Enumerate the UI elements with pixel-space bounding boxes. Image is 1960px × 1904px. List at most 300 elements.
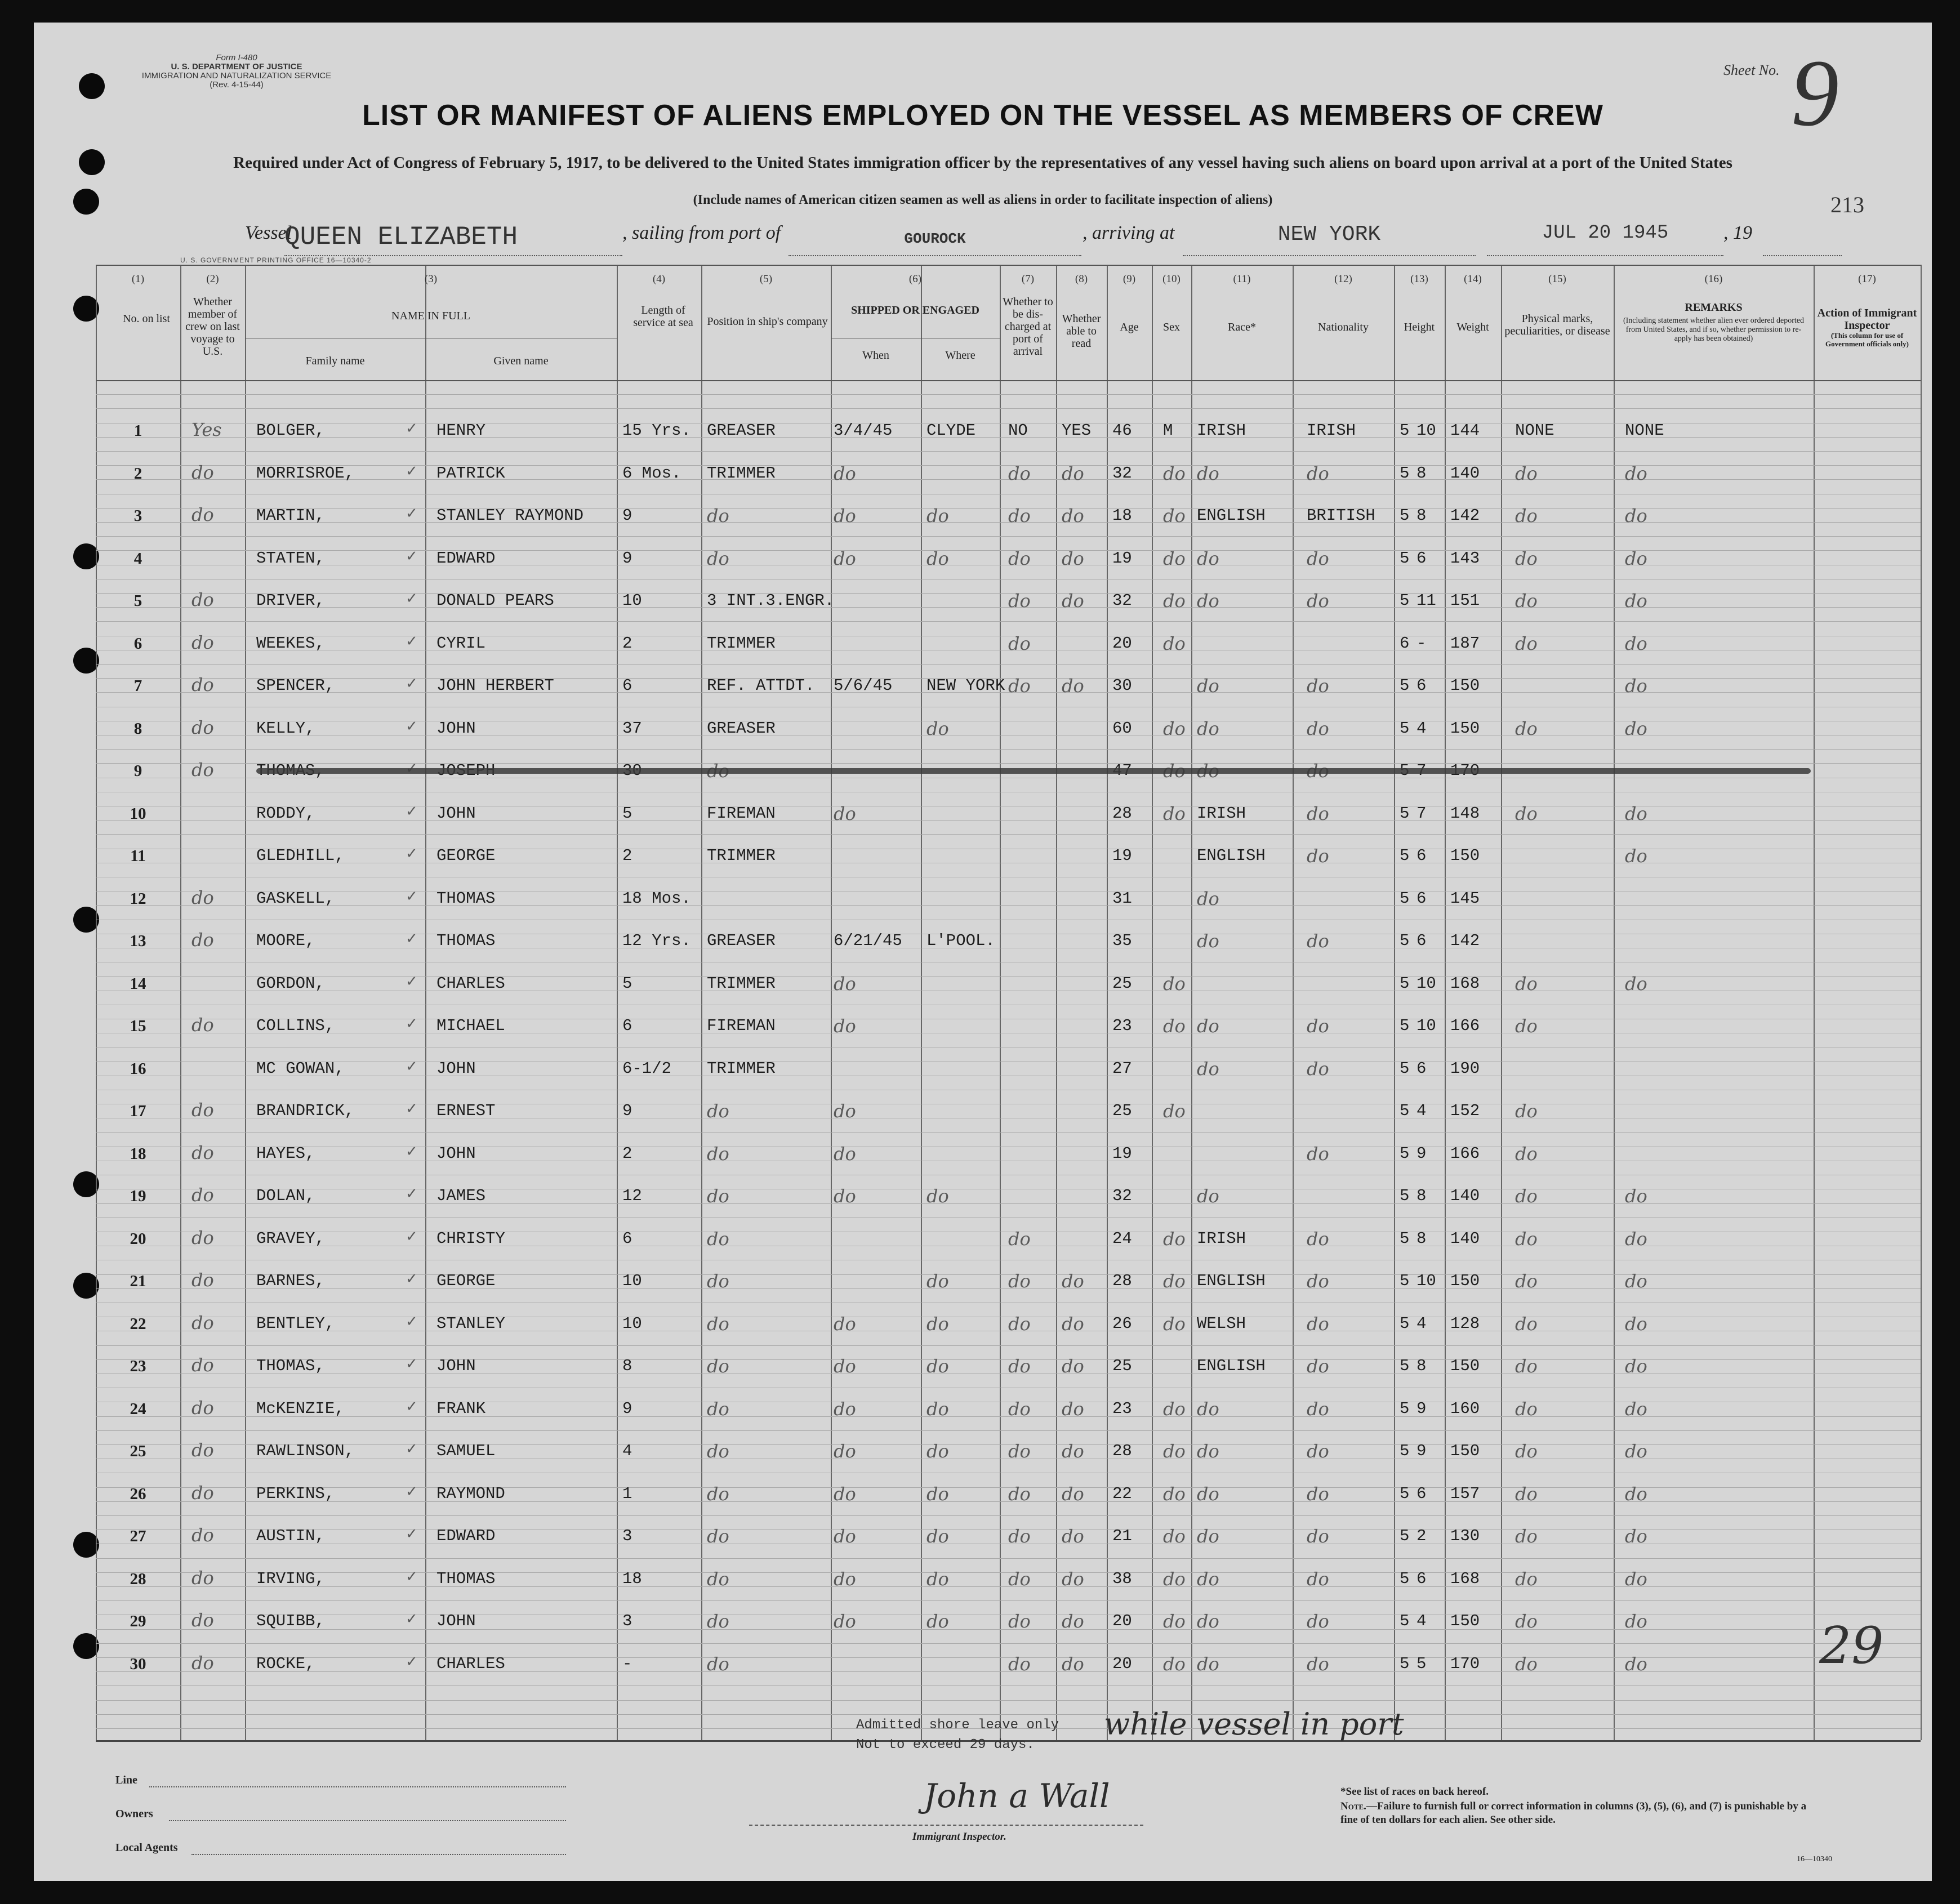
department: U. S. DEPARTMENT OF JUSTICE xyxy=(171,62,302,72)
line-label: Line xyxy=(115,1774,137,1786)
cell-height-inches: 8 xyxy=(1416,506,1427,525)
cell-disch: do xyxy=(1008,590,1031,612)
cell-height-inches: 10 xyxy=(1416,1016,1436,1035)
cell-age: 23 xyxy=(1112,1399,1132,1418)
cell-weight: 150 xyxy=(1450,1272,1480,1290)
cell-position: do xyxy=(707,1483,729,1505)
crew-table xyxy=(96,265,1921,1740)
cell-when: do xyxy=(834,1015,856,1037)
cell-given: STANLEY RAYMOND xyxy=(436,506,584,525)
cell-position: do xyxy=(707,1355,729,1377)
cell-no: 17 xyxy=(130,1102,146,1120)
cell-nat: do xyxy=(1307,1228,1329,1250)
cell-given: JOHN xyxy=(436,1612,476,1630)
page-subtitle: Required under Act of Congress of February 5, 1917, to be delivered to the United States immigration officer by the representatives of any vessel having such aliens on board upon arrival at a port of the United States xyxy=(233,154,1732,172)
gpo-imprint: U. S. GOVERNMENT PRINTING OFFICE 16—10340-2 xyxy=(180,256,372,264)
cell-family: MORRISROE, xyxy=(256,464,355,483)
row-rule xyxy=(96,1430,1921,1431)
fine-note xyxy=(1340,1800,1808,1827)
cell-length: 12 Yrs. xyxy=(622,931,691,950)
header-length-service: Length of service at sea xyxy=(633,304,693,329)
check-mark-icon: ✓ xyxy=(406,1441,418,1457)
cell-given: JOHN HERBERT xyxy=(436,676,554,695)
check-mark-icon: ✓ xyxy=(406,548,418,565)
column-rule xyxy=(1191,265,1192,1740)
cell-position: TRIMMER xyxy=(707,846,776,865)
cell-height-inches: 8 xyxy=(1416,464,1427,483)
cell-where: do xyxy=(926,1611,949,1632)
cell-sex: do xyxy=(1163,1526,1186,1547)
row-rule xyxy=(96,834,1921,835)
cell-race: do xyxy=(1197,1015,1219,1037)
cell-phys: do xyxy=(1515,1228,1538,1250)
cell-remarks: do xyxy=(1625,633,1647,654)
cell-no: 7 xyxy=(133,677,142,695)
check-mark-icon: ✓ xyxy=(406,1355,418,1372)
cell-race: do xyxy=(1197,718,1219,739)
cell-member: do xyxy=(191,1142,214,1163)
year-label: , 19 xyxy=(1723,222,1752,243)
cell-age: 19 xyxy=(1112,1144,1132,1163)
cell-position: do xyxy=(707,1568,729,1590)
cell-age: 31 xyxy=(1112,889,1132,908)
cell-sex: do xyxy=(1163,505,1186,527)
cell-sex: do xyxy=(1163,1313,1186,1335)
cell-given: EDWARD xyxy=(436,549,496,568)
punch-hole xyxy=(79,149,105,175)
cell-member: do xyxy=(191,1567,214,1589)
cell-race: WELSH xyxy=(1197,1314,1246,1333)
cell-age: 20 xyxy=(1112,1612,1132,1630)
cell-phys: do xyxy=(1515,1653,1538,1675)
cell-disch: do xyxy=(1008,1228,1031,1250)
cell-given: GEORGE xyxy=(436,846,496,865)
cell-remarks: do xyxy=(1625,463,1647,484)
cell-disch: do xyxy=(1008,1653,1031,1675)
column-number: (8) xyxy=(1075,273,1088,285)
cell-where: do xyxy=(926,1441,949,1462)
check-mark-icon: ✓ xyxy=(406,1058,418,1075)
cell-family: STATEN, xyxy=(256,549,325,568)
cell-no: 22 xyxy=(130,1315,146,1333)
cell-race: IRISH xyxy=(1197,421,1246,440)
cell-when: do xyxy=(834,1568,856,1590)
cell-member: do xyxy=(191,589,214,610)
cell-position: do xyxy=(707,1653,729,1675)
cell-length: 9 xyxy=(622,549,632,568)
cell-height-inches: - xyxy=(1416,634,1427,653)
note-label: Note. xyxy=(1340,1800,1366,1812)
column-number: (9) xyxy=(1122,273,1136,285)
cell-when: do xyxy=(834,548,856,569)
cell-weight: 168 xyxy=(1450,1569,1480,1588)
cell-nat: BRITISH xyxy=(1307,506,1375,525)
cell-nat: do xyxy=(1307,1355,1329,1377)
cell-sex: do xyxy=(1163,463,1186,484)
check-mark-icon: ✓ xyxy=(406,1398,418,1415)
cell-phys: do xyxy=(1515,1313,1538,1335)
cell-family: HAYES, xyxy=(256,1144,315,1163)
cell-sex: do xyxy=(1163,718,1186,739)
check-mark-icon: ✓ xyxy=(406,633,418,650)
cell-given: HENRY xyxy=(436,421,486,440)
cell-phys: do xyxy=(1515,1270,1538,1292)
row-rule xyxy=(96,536,1921,537)
cell-given: CHRISTY xyxy=(436,1229,505,1248)
cell-family: DRIVER, xyxy=(256,591,325,610)
cell-phys: do xyxy=(1515,505,1538,527)
cell-weight: 150 xyxy=(1450,846,1480,865)
cell-given: JOHN xyxy=(436,1357,476,1375)
cell-nat: IRISH xyxy=(1307,421,1356,440)
row-rule xyxy=(96,763,1921,764)
header-action: Action of Immigrant Inspector xyxy=(1817,307,1917,332)
cell-remarks: do xyxy=(1625,1568,1647,1590)
column-number: (15) xyxy=(1548,273,1566,285)
column-number: (1) xyxy=(131,273,145,285)
cell-position: TRIMMER xyxy=(707,464,776,483)
cell-phys: do xyxy=(1515,1015,1538,1037)
cell-no: 30 xyxy=(130,1655,146,1673)
cell-where: do xyxy=(926,505,949,527)
column-number: (6) xyxy=(908,273,922,285)
cell-length: 3 xyxy=(622,1612,632,1630)
cell-remarks: do xyxy=(1625,675,1647,697)
arrival-date: JUL 20 1945 xyxy=(1487,222,1723,256)
cell-weight: 150 xyxy=(1450,1612,1480,1630)
cell-length: 6 Mos. xyxy=(622,464,681,483)
cell-length: 8 xyxy=(622,1357,632,1375)
cell-position: do xyxy=(707,1228,729,1250)
cell-where: do xyxy=(926,1313,949,1335)
cell-member: do xyxy=(191,929,214,951)
column-number: (17) xyxy=(1858,273,1876,285)
cell-weight: 142 xyxy=(1450,931,1480,950)
header-weight: Weight xyxy=(1456,321,1489,333)
cell-height-inches: 5 xyxy=(1416,1655,1427,1673)
cell-phys: do xyxy=(1515,1185,1538,1207)
cell-family: McKENZIE, xyxy=(256,1399,345,1418)
cell-member: do xyxy=(191,759,214,781)
cell-age: 19 xyxy=(1112,549,1132,568)
cell-age: 60 xyxy=(1112,719,1132,738)
cell-no: 9 xyxy=(133,762,142,780)
column-rule xyxy=(1152,265,1153,1740)
row-rule xyxy=(96,1345,1921,1346)
cell-age: 28 xyxy=(1112,1442,1132,1460)
cell-height-feet: 5 xyxy=(1400,1314,1410,1333)
cell-where: do xyxy=(926,1270,949,1292)
cell-sex: do xyxy=(1163,1611,1186,1632)
cell-read: do xyxy=(1062,1355,1084,1377)
cell-height-feet: 5 xyxy=(1400,1229,1410,1248)
cell-phys: do xyxy=(1515,1611,1538,1632)
cell-height-inches: 11 xyxy=(1416,591,1436,610)
cell-race: do xyxy=(1197,930,1219,952)
check-mark-icon: ✓ xyxy=(406,1185,418,1202)
cell-read: do xyxy=(1062,1568,1084,1590)
cell-where: do xyxy=(926,1483,949,1505)
cell-position: GREASER xyxy=(707,421,776,440)
owners-label: Owners xyxy=(115,1808,153,1820)
cell-family: WEEKES, xyxy=(256,634,325,653)
cell-length: 5 xyxy=(622,804,632,823)
cell-member: do xyxy=(191,674,214,695)
cell-height-inches: 4 xyxy=(1416,1314,1427,1333)
cell-position: do xyxy=(707,1526,729,1547)
check-mark-icon: ✓ xyxy=(406,1313,418,1330)
cell-given: FRANK xyxy=(436,1399,486,1418)
cell-no: 28 xyxy=(130,1570,146,1588)
cell-height-feet: 5 xyxy=(1400,1655,1410,1673)
cell-nat: do xyxy=(1307,548,1329,569)
cell-position: do xyxy=(707,1143,729,1165)
cell-no: 19 xyxy=(130,1187,146,1205)
cell-age: 26 xyxy=(1112,1314,1132,1333)
cell-remarks: do xyxy=(1625,1611,1647,1632)
cell-age: 32 xyxy=(1112,464,1132,483)
cell-disch: NO xyxy=(1008,421,1028,440)
column-rule xyxy=(180,265,181,1740)
header-action-sub: (This column for use of Government officials only) xyxy=(1825,331,1909,348)
cell-height-feet: 5 xyxy=(1400,846,1410,865)
cell-race: do xyxy=(1197,1611,1219,1632)
cell-weight: 166 xyxy=(1450,1144,1480,1163)
column-number: (13) xyxy=(1410,273,1428,285)
cell-height-inches: 7 xyxy=(1416,804,1427,823)
cell-weight: 140 xyxy=(1450,1229,1480,1248)
cell-no: 2 xyxy=(133,465,142,483)
check-mark-icon: ✓ xyxy=(406,1270,418,1287)
check-mark-icon: ✓ xyxy=(406,888,418,905)
cell-length: 9 xyxy=(622,506,632,525)
cell-remarks: do xyxy=(1625,973,1647,995)
cell-when: 3/4/45 xyxy=(834,421,893,440)
cell-sex: do xyxy=(1163,1398,1186,1420)
cell-weight: 157 xyxy=(1450,1484,1480,1503)
cell-phys: do xyxy=(1515,1526,1538,1547)
cell-member: do xyxy=(191,1014,214,1036)
vessel-name: QUEEN ELIZABETH xyxy=(284,222,622,256)
cell-phys: do xyxy=(1515,1483,1538,1505)
cell-nat: do xyxy=(1307,1313,1329,1335)
header-physical-marks: Physical marks, peculiarities, or disease xyxy=(1504,313,1610,337)
sailing-label: , sailing from port of xyxy=(622,222,781,243)
cell-race: do xyxy=(1197,888,1219,909)
cell-member: do xyxy=(191,1354,214,1376)
cell-phys: do xyxy=(1515,1441,1538,1462)
check-mark-icon: ✓ xyxy=(406,1483,418,1500)
row-rule xyxy=(96,380,1921,381)
cell-race: do xyxy=(1197,1185,1219,1207)
column-number: (14) xyxy=(1464,273,1482,285)
cell-given: CHARLES xyxy=(436,974,505,993)
cell-length: 18 xyxy=(622,1569,642,1588)
cell-when: do xyxy=(834,1483,856,1505)
cell-when: do xyxy=(834,1611,856,1632)
cell-age: 30 xyxy=(1112,676,1132,695)
column-number: (3) xyxy=(424,273,438,285)
cell-nat: do xyxy=(1307,803,1329,824)
cell-sex: do xyxy=(1163,548,1186,569)
cell-nat: do xyxy=(1307,1015,1329,1037)
cell-family: BENTLEY, xyxy=(256,1314,335,1333)
cell-age: 18 xyxy=(1112,506,1132,525)
cell-remarks: do xyxy=(1625,1313,1647,1335)
cell-weight: 143 xyxy=(1450,549,1480,568)
cell-height-feet: 5 xyxy=(1400,676,1410,695)
cell-age: 24 xyxy=(1112,1229,1132,1248)
column-number: (12) xyxy=(1334,273,1352,285)
row-rule xyxy=(96,664,1921,665)
check-mark-icon: ✓ xyxy=(406,420,418,437)
cell-length: - xyxy=(622,1655,632,1673)
check-mark-icon: ✓ xyxy=(406,1611,418,1627)
cell-given: CHARLES xyxy=(436,1655,505,1673)
column-rule xyxy=(1614,265,1615,1740)
cell-nat: do xyxy=(1307,1526,1329,1547)
cell-remarks: NONE xyxy=(1625,421,1664,440)
cell-weight: 190 xyxy=(1450,1059,1480,1078)
cell-disch: do xyxy=(1008,1526,1031,1547)
cell-family: GLEDHILL, xyxy=(256,846,345,865)
cell-sex: do xyxy=(1163,1653,1186,1675)
cell-where: do xyxy=(926,1398,949,1420)
row-rule xyxy=(96,1685,1921,1686)
cell-age: 35 xyxy=(1112,931,1132,950)
cell-race: do xyxy=(1197,463,1219,484)
cell-phys: do xyxy=(1515,718,1538,739)
check-mark-icon: ✓ xyxy=(406,718,418,735)
header-rule xyxy=(96,265,1921,266)
cell-age: 20 xyxy=(1112,1655,1132,1673)
cell-height-feet: 5 xyxy=(1400,889,1410,908)
cell-nat: do xyxy=(1307,675,1329,697)
cell-when: do xyxy=(834,1313,856,1335)
cell-height-feet: 5 xyxy=(1400,974,1410,993)
cell-length: 6 xyxy=(622,676,632,695)
cell-sex: do xyxy=(1163,633,1186,654)
cell-member: do xyxy=(191,1524,214,1546)
cell-height-inches: 8 xyxy=(1416,1187,1427,1205)
header-position: Position in ship's company xyxy=(707,315,828,328)
cell-race: ENGLISH xyxy=(1197,846,1266,865)
cell-height-feet: 6 xyxy=(1400,634,1410,653)
cell-disch: do xyxy=(1008,1568,1031,1590)
port-from: GOUROCK xyxy=(789,222,1081,256)
cell-race: ENGLISH xyxy=(1197,1272,1266,1290)
cell-length: 1 xyxy=(622,1484,632,1503)
check-mark-icon: ✓ xyxy=(406,845,418,862)
cell-where: do xyxy=(926,548,949,569)
column-rule xyxy=(831,265,832,1740)
cell-position: do xyxy=(707,1441,729,1462)
cell-when: do xyxy=(834,803,856,824)
cell-weight: 130 xyxy=(1450,1527,1480,1545)
cell-weight: 168 xyxy=(1450,974,1480,993)
cell-sex: do xyxy=(1163,1015,1186,1037)
cell-given: RAYMOND xyxy=(436,1484,505,1503)
row-rule xyxy=(96,621,1921,622)
header-given-name: Given name xyxy=(493,355,549,367)
cell-age: 19 xyxy=(1112,846,1132,865)
cell-nat: do xyxy=(1307,1398,1329,1420)
cell-disch: do xyxy=(1008,1270,1031,1292)
cell-disch: do xyxy=(1008,1441,1031,1462)
cell-nat: do xyxy=(1307,845,1329,867)
cell-height-inches: 6 xyxy=(1416,1059,1427,1078)
cell-remarks: do xyxy=(1625,1185,1647,1207)
cell-race: do xyxy=(1197,548,1219,569)
cell-family: BOLGER, xyxy=(256,421,325,440)
cell-given: DONALD PEARS xyxy=(436,591,554,610)
check-mark-icon: ✓ xyxy=(406,1228,418,1245)
row-rule xyxy=(96,1132,1921,1133)
cell-member: do xyxy=(191,1269,214,1291)
check-mark-icon: ✓ xyxy=(406,590,418,607)
cell-member: do xyxy=(191,1312,214,1334)
page-note: (Include names of American citizen seamen as well as aliens in order to facilitate inspection of aliens) xyxy=(693,193,1273,207)
cell-position: 3 INT.3.ENGR. xyxy=(707,591,835,610)
cell-given: GEORGE xyxy=(436,1272,496,1290)
cell-length: 6 xyxy=(622,1016,632,1035)
cell-weight: 151 xyxy=(1450,591,1480,610)
cell-member: do xyxy=(191,1652,214,1674)
row-rule xyxy=(96,1558,1921,1559)
cell-position: do xyxy=(707,505,729,527)
cell-age: 25 xyxy=(1112,1357,1132,1375)
cell-height-feet: 5 xyxy=(1400,804,1410,823)
header-sex: Sex xyxy=(1163,321,1180,333)
cell-length: 2 xyxy=(622,846,632,865)
cell-no: 26 xyxy=(130,1485,146,1503)
cell-height-feet: 5 xyxy=(1400,1484,1410,1503)
arriving-label: , arriving at xyxy=(1083,222,1175,243)
cell-weight: 144 xyxy=(1450,421,1480,440)
cell-nat: do xyxy=(1307,930,1329,952)
cell-position: do xyxy=(707,1185,729,1207)
cell-given: JOHN xyxy=(436,1059,476,1078)
check-mark-icon: ✓ xyxy=(406,463,418,480)
cell-height-feet: 5 xyxy=(1400,1569,1410,1588)
cell-read: do xyxy=(1062,1313,1084,1335)
cell-height-inches: 4 xyxy=(1416,719,1427,738)
cell-read: do xyxy=(1062,1526,1084,1547)
cell-disch: do xyxy=(1008,633,1031,654)
cell-no: 14 xyxy=(130,975,146,993)
cell-weight: 150 xyxy=(1450,1357,1480,1375)
cell-sex: do xyxy=(1163,1441,1186,1462)
cell-age: 32 xyxy=(1112,1187,1132,1205)
cell-weight: 140 xyxy=(1450,464,1480,483)
inspector-label: Immigrant Inspector. xyxy=(912,1831,1006,1843)
cell-sex: do xyxy=(1163,1483,1186,1505)
cell-nat: do xyxy=(1307,1653,1329,1675)
cell-remarks: do xyxy=(1625,548,1647,569)
cell-race: ENGLISH xyxy=(1197,1357,1266,1375)
cell-member: do xyxy=(191,632,214,653)
cell-when: do xyxy=(834,1100,856,1122)
cell-no: 18 xyxy=(130,1145,146,1163)
cell-position: TRIMMER xyxy=(707,1059,776,1078)
cell-phys: do xyxy=(1515,1143,1538,1165)
cell-weight: 150 xyxy=(1450,719,1480,738)
signature-line xyxy=(749,1825,1143,1826)
cell-sex: do xyxy=(1163,803,1186,824)
header-age: Age xyxy=(1120,321,1139,333)
cell-member: do xyxy=(191,717,214,738)
cell-when: do xyxy=(834,463,856,484)
